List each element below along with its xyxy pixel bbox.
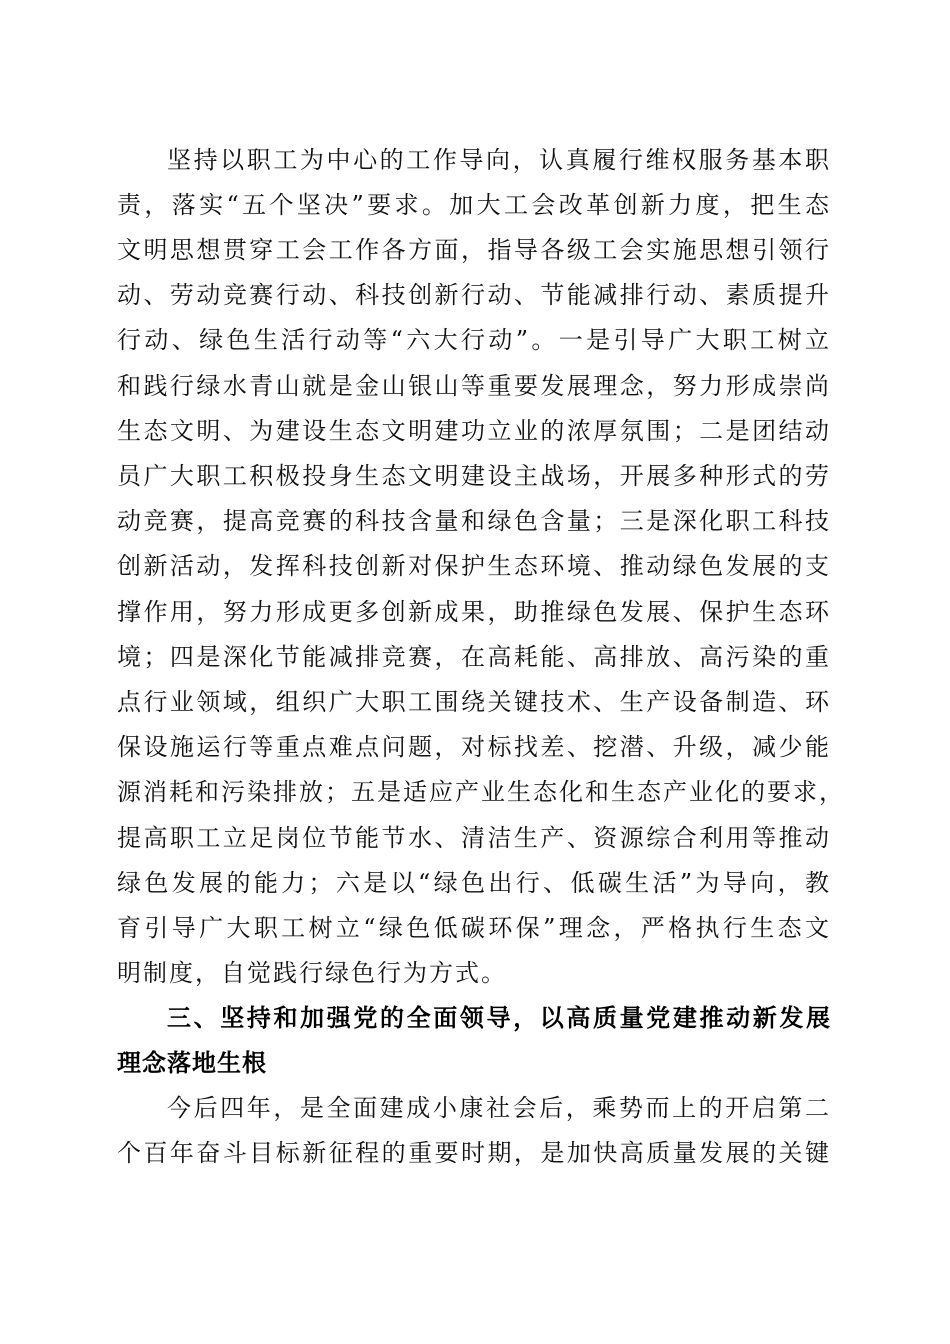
paragraph-line: 保设施运行等重点难点问题，对标找差、挖潜、升级，减少能 — [117, 733, 831, 761]
paragraph-line: 绿色发展的能力；六是以“绿色出行、低碳生活”为导向，教 — [117, 869, 831, 897]
paragraph-line: 撑作用，努力形成更多创新成果，助推绿色发展、保护生态环 — [117, 598, 831, 626]
paragraph-line: 动竞赛，提高竞赛的科技含量和绿色含量；三是深化职工科技 — [117, 507, 831, 535]
heading-line: 理念落地生根 — [117, 1049, 267, 1077]
paragraph-line: 源消耗和污染排放；五是适应产业生态化和生态产业化的要求， — [117, 778, 845, 806]
paragraph-line: 提高职工立足岗位节能节水、清洁生产、资源综合利用等推动 — [117, 824, 831, 852]
paragraph-line: 点行业领域，组织广大职工围绕关键技术、生产设备制造、环 — [117, 688, 831, 716]
paragraph-line: 和践行绿水青山就是金山银山等重要发展理念，努力形成崇尚 — [117, 372, 831, 400]
paragraph-line: 创新活动，发挥科技创新对保护生态环境、推动绿色发展的支 — [117, 552, 831, 580]
paragraph-line: 今后四年，是全面建成小康社会后，乘势而上的开启第二 — [167, 1094, 831, 1122]
paragraph-line: 行动、绿色生活行动等“六大行动”。一是引导广大职工树立 — [117, 326, 831, 354]
paragraph-line: 个百年奋斗目标新征程的重要时期，是加快高质量发展的关键 — [117, 1139, 831, 1167]
paragraph-line: 生态文明、为建设生态文明建功立业的浓厚氛围；二是团结动 — [117, 417, 831, 445]
paragraph-line: 动、劳动竞赛行动、科技创新行动、节能减排行动、素质提升 — [117, 281, 831, 309]
paragraph-line: 育引导广大职工树立“绿色低碳环保”理念，严格执行生态文 — [117, 914, 831, 942]
paragraph-line: 明制度，自觉践行绿色行为方式。 — [117, 959, 507, 987]
paragraph-line: 文明思想贯穿工会工作各方面，指导各级工会实施思想引领行 — [117, 236, 831, 264]
paragraph-line: 境；四是深化节能减排竞赛，在高耗能、高排放、高污染的重 — [117, 643, 831, 671]
paragraph-line: 坚持以职工为中心的工作导向，认真履行维权服务基本职 — [167, 146, 831, 174]
paragraph-line: 责，落实“五个坚决”要求。加大工会改革创新力度，把生态 — [117, 191, 831, 219]
paragraph-line: 员广大职工积极投身生态文明建设主战场，开展多种形式的劳 — [117, 462, 831, 490]
heading-line: 三、坚持和加强党的全面领导，以高质量党建推动新发展 — [167, 1004, 831, 1032]
